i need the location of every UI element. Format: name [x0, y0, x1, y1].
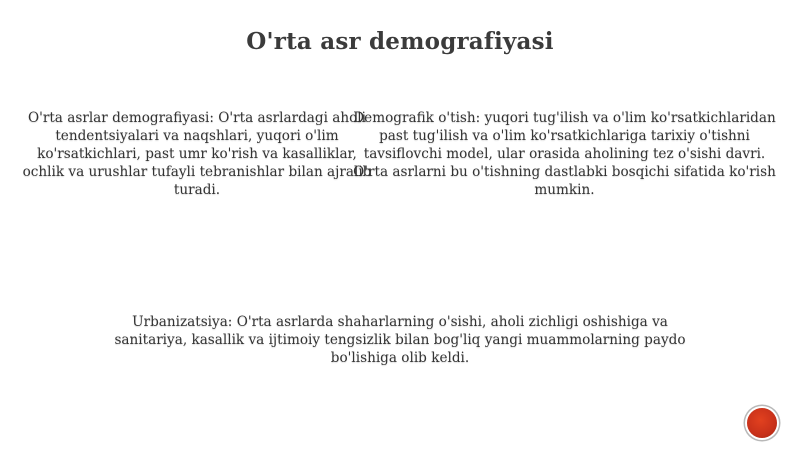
text-block-medieval-demography: O'rta asrlar demografiyasi: O'rta asrlardagi aholi tendentsiyalari va naqshlari, yuqori o'lim ko'rsatkichlari, past umr ko'rish va kasalliklar, ochlik va urushlar tufayli tebranishlar bilan ajralib turadi. [22, 110, 372, 198]
text-block-urbanization: Urbanizatsiya: O'rta asrlarda shaharlarning o'sishi, aholi zichligi oshishiga va sanitariya, kasallik va ijtimoiy tengsizlik bilan bog'liq yangi muammolarning paydo bo'lishiga olib keldi. [114, 314, 686, 366]
red-circle-nav-icon[interactable] [747, 408, 777, 438]
text-block-demographic-transition: Demografik o'tish: yuqori tug'ilish va o'lim ko'rsatkichlaridan past tug'ilish va o'lim ko'rsatkichlariga tarixiy o'tishni tavsiflovchi model, ular orasida aholining tez o'sishi davri. O'rta asrlarni bu o'tishning dastlabki bosqichi sifatida ko'rish mumkin. [353, 110, 776, 198]
slide-title: O'rta asr demografiyasi [246, 28, 554, 55]
